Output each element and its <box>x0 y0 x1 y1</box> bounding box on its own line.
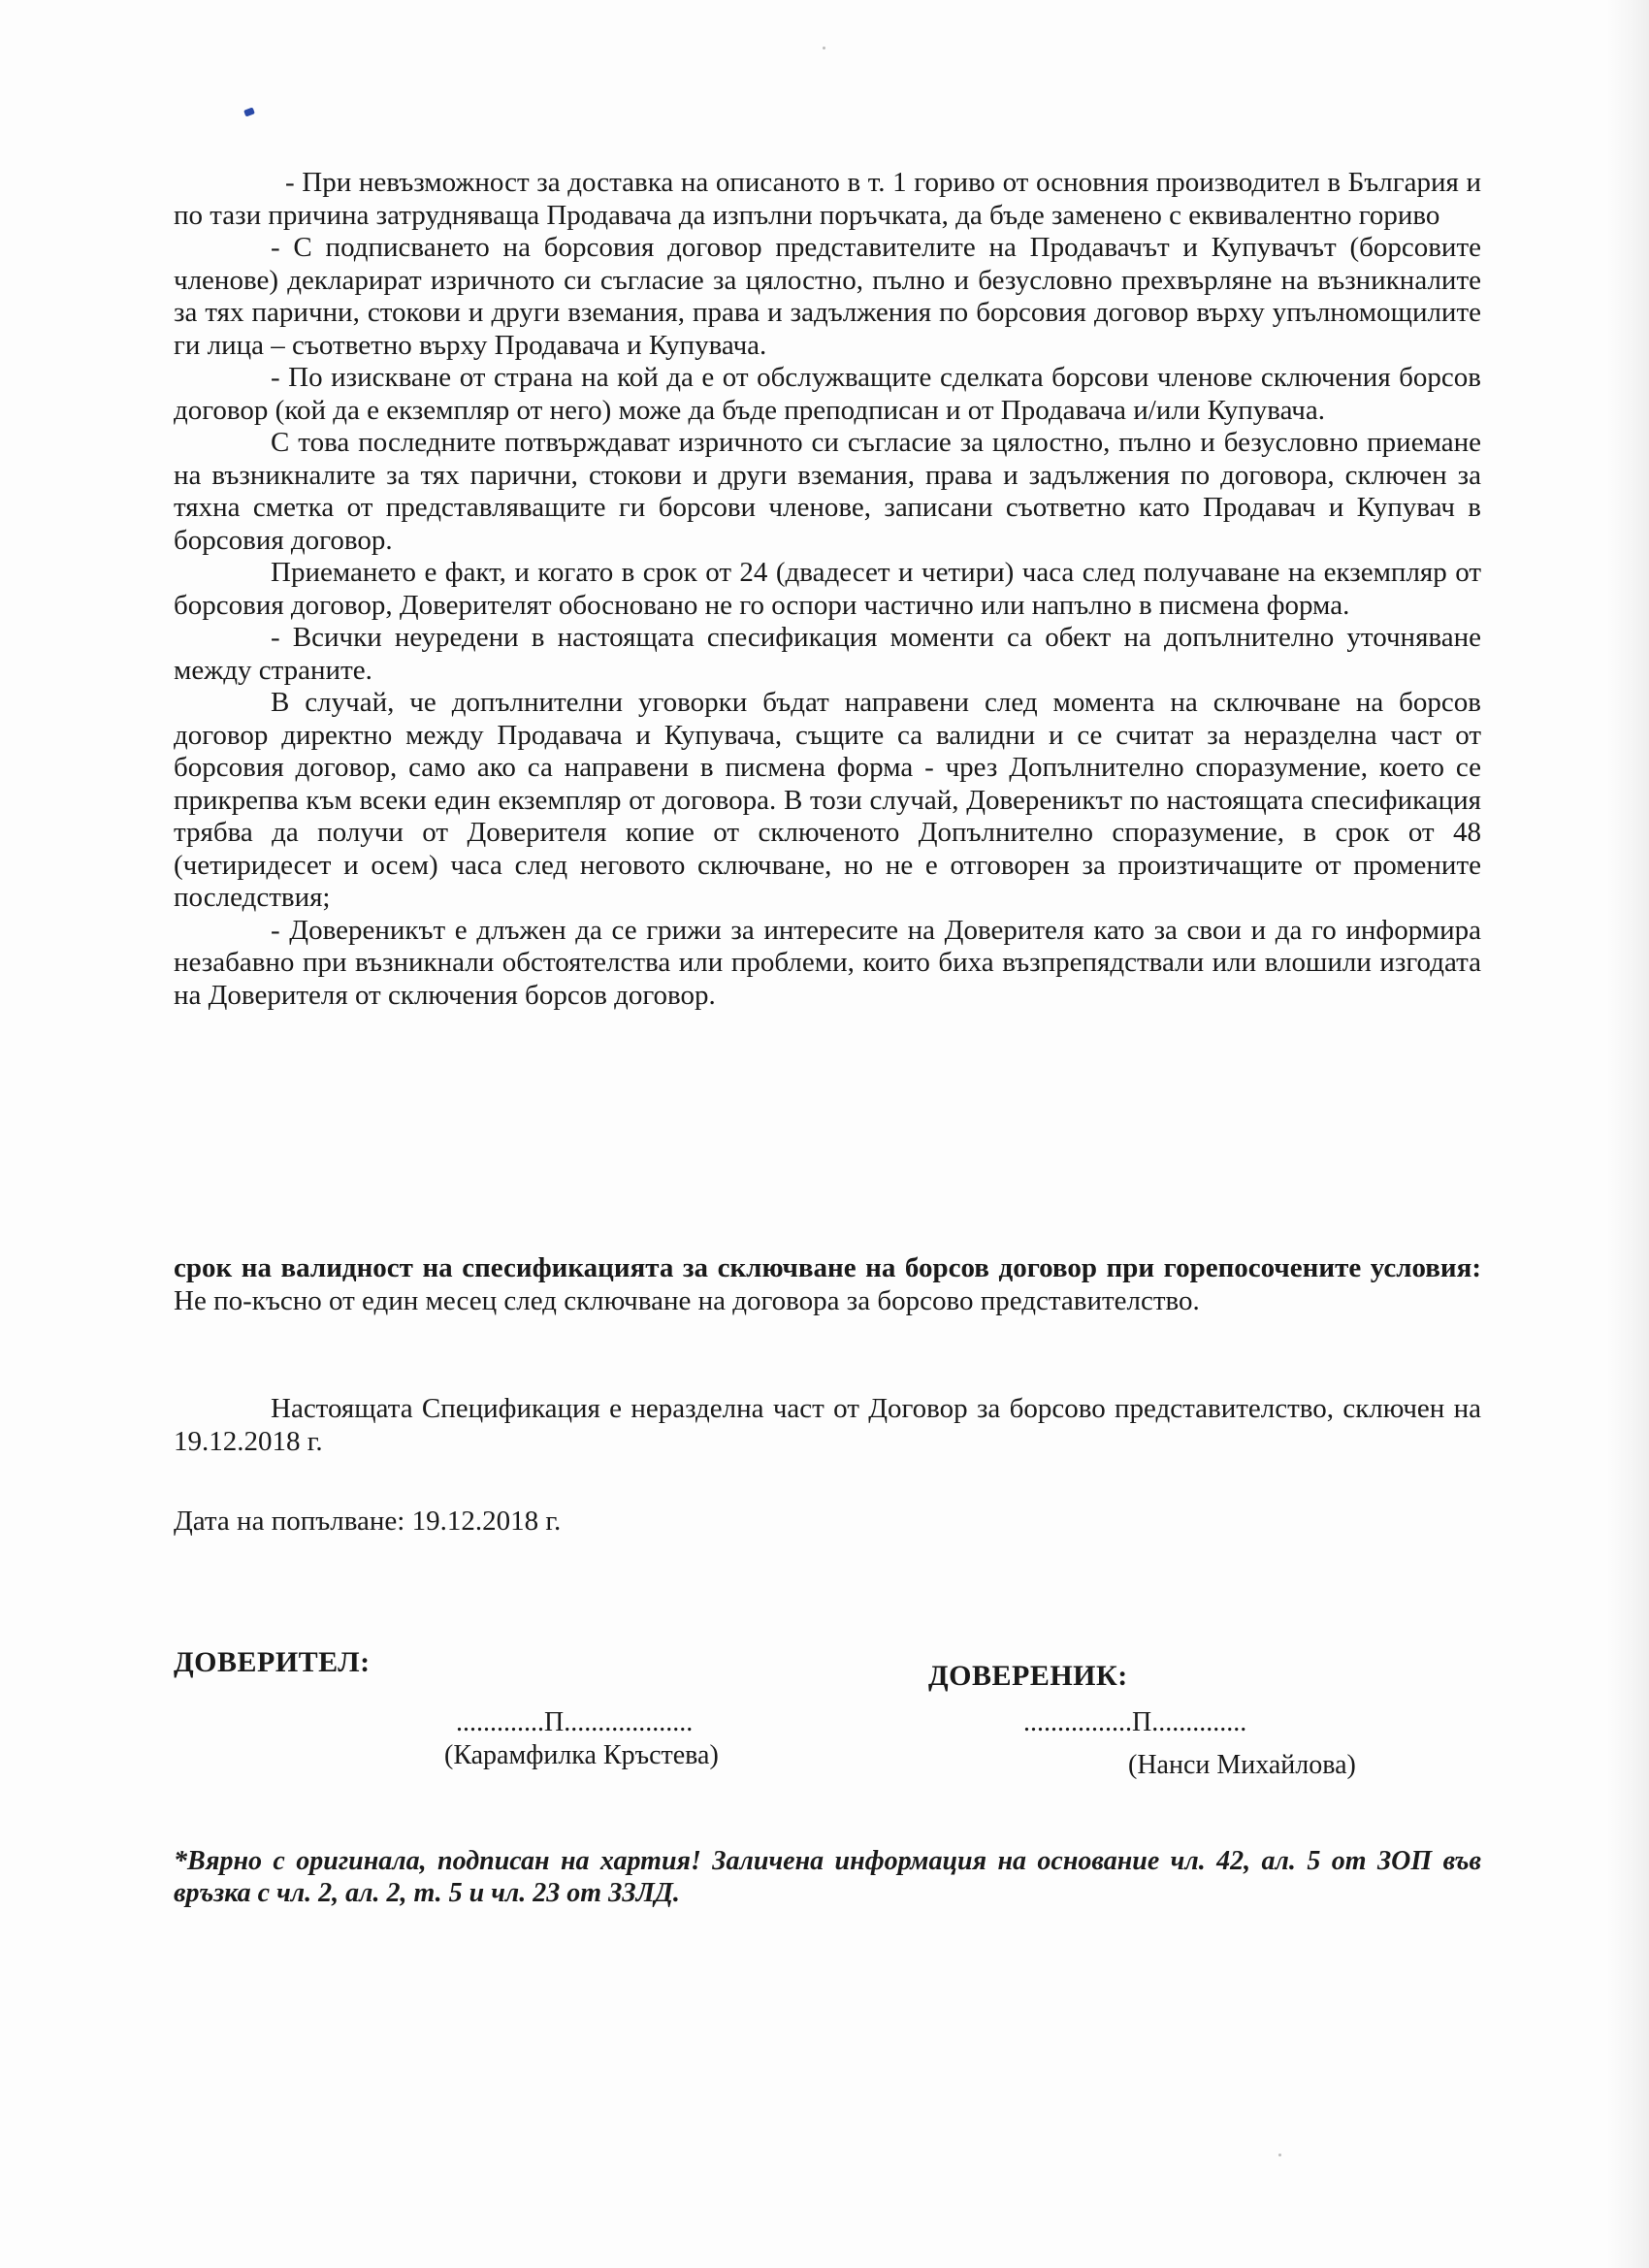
paragraph-fuel-substitution: - При невъзможност за доставка на описаното в т. 1 гориво от основния производител в България и по тази причина затрудняваща Продавача да изпълни поръчката, да бъде заменено с еквивалентно гориво <box>174 167 1481 231</box>
principal-signature: .............П................... <box>456 1707 694 1737</box>
paragraph-resigning: - По изискване от страна на кой да е от обслужващите сделката борсови членове сключения борсов договор (кой да е екземпляр от него) може да бъде преподписан и от Продавача и/или Купувача. <box>174 362 1481 426</box>
validity-term <box>174 1252 1481 1317</box>
ink-mark <box>243 108 255 117</box>
paragraph-agent-duties: - Довереникът е длъжен да се грижи за интересите на Доверителя като за свои и да го информира незабавно при възникнали обстоятелства или проблеми, които биха възпрепядствали или влошили изгодата на Доверителя от сключения борсов договор. <box>174 914 1481 1011</box>
agent-name: (Нанси Михайлова) <box>1128 1750 1356 1780</box>
fill-date: Дата на попълване: 19.12.2018 г. <box>174 1506 562 1537</box>
agent-signature: ................П.............. <box>1023 1707 1247 1737</box>
paragraph-signing-declaration: - С подписването на борсовия договор представителите на Продавачът и Купувачът (борсовите членове) декларират изричното си съгласие за цялостно, пълно и безусловно прехвърляне на възникналите за тях парични, стокови и други вземания, права и задължения по борсовия договор върху упълномощилите ги лица – съответно върху Продавача и Купувача. <box>174 232 1481 361</box>
page-edge-shadow <box>1606 0 1649 2268</box>
paragraph-additional-agreements: В случай, че допълнителни уговорки бъдат направени след момента на сключване на борсов договор директно между Продавача и Купувача, същите са валидни и се считат за неразделна част от борсовия договор, само ако са направени в писмена форма - чрез Допълнително споразумение, което се прикрепва към всеки един екземпляр от договора. В този случай, Довереникът по настоящата спесификация трябва да получи от Доверителя копие от сключеното Допълнително споразумение, в срок от 48 (четиридесет и осем) часа след неговото сключване, но не е отговорен за произтичащите от промените последствия; <box>174 687 1481 913</box>
paragraph-acceptance: Приемането е факт, и когато в срок от 24 (двадесет и четири) часа след получаване на екземпляр от борсовия договор, Доверителят обосновано не го оспори частично или напълно в писмена форма. <box>174 557 1481 621</box>
spec-statement: Настоящата Спецификация е неразделна част от Договор за борсово представителство, сключен на 19.12.2018 г. <box>174 1393 1481 1457</box>
validity-text: Не по-късно от един месец след сключване на договора за борсово представителство. <box>174 1284 1200 1316</box>
paragraph-confirmation: С това последните потвърждават изричното си съгласие за цялостно, пълно и безусловно приемане на възникналите за тях парични, стокови и други вземания, права и задължения по договора, сключен за тяхна сметка от представляващите ги борсови членове, записани съответно като Продавач и Купувач в борсовия договор. <box>174 427 1481 556</box>
scan-speck <box>1278 2154 1281 2156</box>
principal-name: (Карамфилка Кръстева) <box>444 1740 719 1770</box>
certification-footnote: *Вярно с оригинала, подписан на хартия! Заличена информация на основание чл. 42, ал. 5 от ЗОП във връзка с чл. 2, ал. 2, т. 5 и чл. 23 от ЗЗЛД. <box>174 1846 1481 1908</box>
specification-body <box>174 167 1481 1012</box>
principal-label: ДОВЕРИТЕЛ: <box>174 1646 371 1678</box>
paragraph-unresolved-matters: - Всички неуредени в настоящата спесификация моменти са обект на допълнително уточняване между страните. <box>174 622 1481 686</box>
validity-label: срок на валидност на спесификацията за сключване на борсов договор при горепосочените условия: <box>174 1252 1481 1283</box>
agent-label: ДОВЕРЕНИК: <box>928 1660 1128 1692</box>
scan-speck <box>823 47 825 49</box>
